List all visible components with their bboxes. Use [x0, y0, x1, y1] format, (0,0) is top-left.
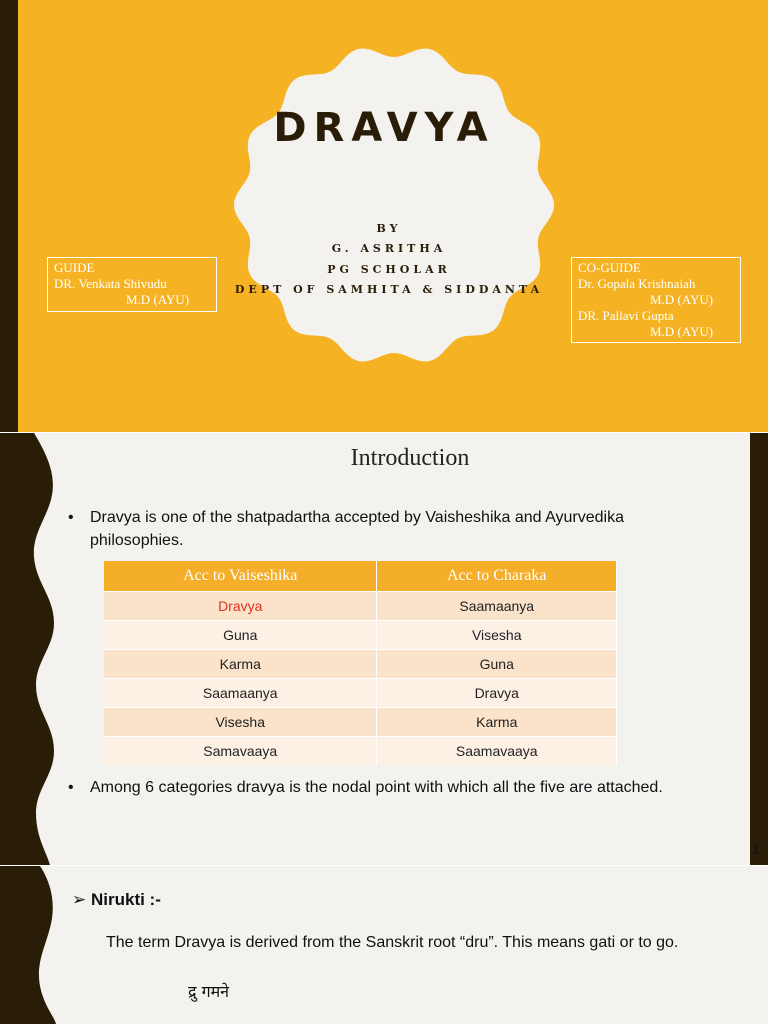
guide-box — [47, 257, 217, 312]
table-cell: Saamaanya — [377, 592, 617, 621]
slide-title: Introduction — [350, 445, 470, 471]
nirukti-description: The term Dravya is derived from the Sanskrit root “dru”. This means gati or to go. — [106, 934, 679, 951]
by-label: BY — [376, 222, 402, 235]
author-designation: PG SCHOLAR — [327, 263, 451, 276]
nirukti-heading — [72, 890, 161, 910]
table-row — [104, 621, 617, 650]
table-cell: Guna — [104, 621, 377, 650]
table-row — [104, 592, 617, 621]
nirukti-slide — [0, 866, 768, 1024]
arrow-bullet-icon: ➢ — [72, 890, 87, 909]
table-cell: Saamavaaya — [377, 737, 617, 766]
bullet-icon: • — [68, 509, 74, 526]
table-cell: Saamaanya — [104, 679, 377, 708]
author-name: G. ASRITHA — [331, 242, 447, 255]
table-row — [104, 737, 617, 766]
table-cell: Karma — [377, 708, 617, 737]
guide-degree: M.D (AYU) — [126, 292, 190, 307]
wavy-left-border — [0, 866, 60, 1024]
co-guide-heading: CO-GUIDE — [578, 260, 641, 275]
bullet-nodal-point — [68, 776, 740, 799]
table-cell: Samavaaya — [104, 737, 377, 766]
table-row — [104, 679, 617, 708]
column-header: Acc to Charaka — [377, 561, 617, 592]
table-cell: Visesha — [377, 621, 617, 650]
table-cell: Visesha — [104, 708, 377, 737]
table-cell: Karma — [104, 650, 377, 679]
table-header-row — [104, 561, 617, 592]
bullet-icon: • — [68, 779, 74, 796]
guide-heading: GUIDE — [54, 260, 95, 275]
sanskrit-root: द्रु गमने — [188, 982, 230, 1001]
bullet-dravya-definition — [68, 506, 730, 552]
table-row — [104, 708, 617, 737]
presentation-title: DRAVYA — [273, 105, 495, 151]
guide-name: DR. Venkata Shivudu — [54, 276, 167, 291]
introduction-slide — [0, 433, 768, 865]
co-guide-name-2: DR. Pallavi Gupta — [578, 308, 674, 323]
left-accent-bar — [0, 0, 18, 432]
co-guide-degree-1: M.D (AYU) — [650, 292, 714, 307]
title-slide — [0, 0, 768, 432]
co-guide-name-1: Dr. Gopala Krishnaiah — [578, 276, 696, 291]
co-guide-degree-2: M.D (AYU) — [650, 324, 714, 339]
wavy-left-border — [0, 433, 60, 865]
author-department: DEPT OF SAMHITA & SIDDANTA — [234, 283, 544, 296]
scalloped-title-badge — [230, 40, 558, 370]
column-header: Acc to Vaiseshika — [104, 561, 377, 592]
table-cell: Dravya — [104, 592, 377, 621]
table-row — [104, 650, 617, 679]
table-cell: Dravya — [377, 679, 617, 708]
co-guide-box — [571, 257, 741, 343]
table-cell: Guna — [377, 650, 617, 679]
bullet-text: Dravya is one of the shatpadartha accepted by Vaisheshika and Ayurvedika — [90, 509, 624, 526]
bullet-text-continued: philosophies. — [90, 532, 184, 549]
padartha-table — [104, 561, 617, 765]
bullet-text: Among 6 categories dravya is the nodal point with which all the five are attached. — [90, 779, 663, 796]
page-number: 1 — [752, 843, 759, 858]
heading-text: Nirukti :- — [90, 890, 161, 909]
